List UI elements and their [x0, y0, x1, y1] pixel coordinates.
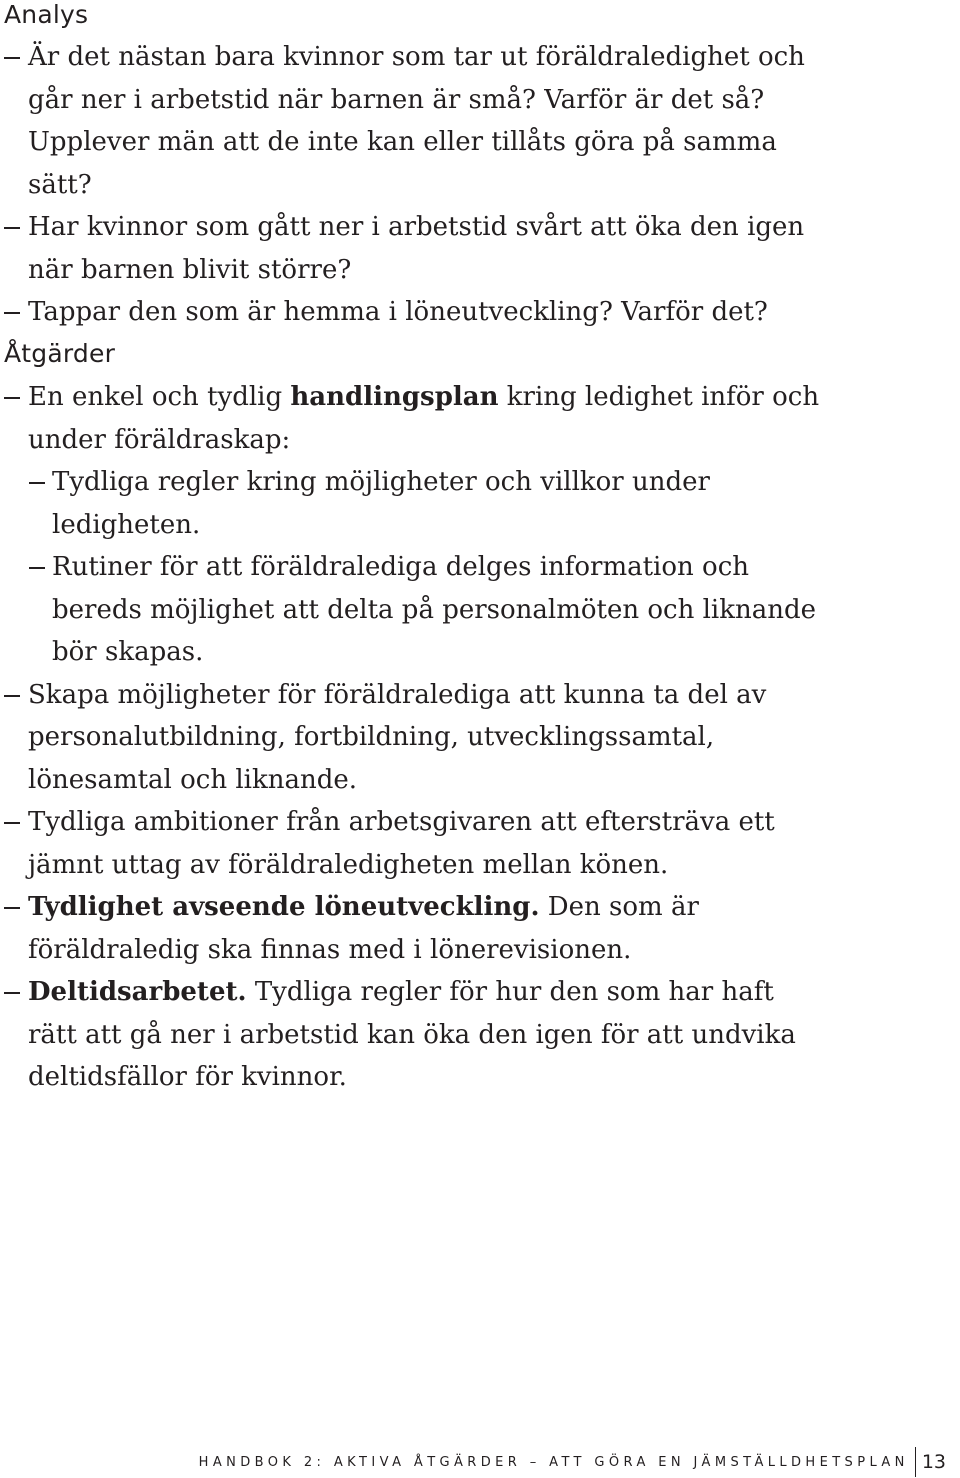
page-number: 13 [921, 1451, 946, 1473]
sub-list [28, 461, 830, 674]
page-footer [199, 1447, 946, 1477]
sub-list-item: Tydliga regler kring möjligheter och villkor under ledigheten. [28, 461, 830, 546]
item-bold-text: handlingsplan [290, 382, 499, 412]
list-item: Är det nästan bara kvinnor som tar ut föräldraledighet och går ner i arbetstid när barnen är små? Varför är det så? Upplever män att de inte kan eller tillåts göra på samma sätt? [0, 36, 830, 206]
item-bold-text: Deltidsarbetet. [28, 977, 247, 1007]
list-item: Har kvinnor som gått ner i arbetstid svårt att öka den igen när barnen blivit större? [0, 206, 830, 291]
item-bold-text: Tydlighet avseende löneutveckling. [28, 892, 540, 922]
list-item [0, 971, 830, 1099]
sub-list-item: Rutiner för att föräldralediga delges information och bereds möjlighet att delta på personalmöten och liknande bör skapas. [28, 546, 830, 674]
analys-heading: Analys [4, 0, 89, 29]
footer-divider [915, 1447, 916, 1477]
item-text: En enkel och tydlig [28, 382, 291, 412]
item-text: kring ledighet inför och under föräldraskap: [28, 382, 820, 455]
list-item [0, 376, 830, 674]
list-item: Tappar den som är hemma i löneutveckling? Varför det? [0, 291, 830, 334]
list-item: Skapa möjligheter för föräldralediga att kunna ta del av personalutbildning, fortbildning, utvecklingssamtal, lönesamtal och liknande. [0, 674, 830, 802]
footer-title: HANDBOK 2: AKTIVA ÅTGÄRDER – ATT GÖRA EN JÄMSTÄLLDHETSPLAN [198, 1454, 909, 1470]
list-item [0, 886, 830, 971]
atgarder-list [0, 376, 830, 1099]
item-text: Tydliga regler för hur den som har haft rätt att gå ner i arbetstid kan öka den igen för att undvika deltidsfällor för kvinnor. [28, 977, 796, 1092]
atgarder-heading: Åtgärder [4, 339, 116, 368]
list-item: Tydliga ambitioner från arbetsgivaren att eftersträva ett jämnt uttag av föräldraledigheten mellan könen. [0, 801, 830, 886]
item-text: Den som är föräldraledig ska finnas med i lönerevisionen. [28, 892, 699, 965]
analys-list [0, 36, 830, 334]
